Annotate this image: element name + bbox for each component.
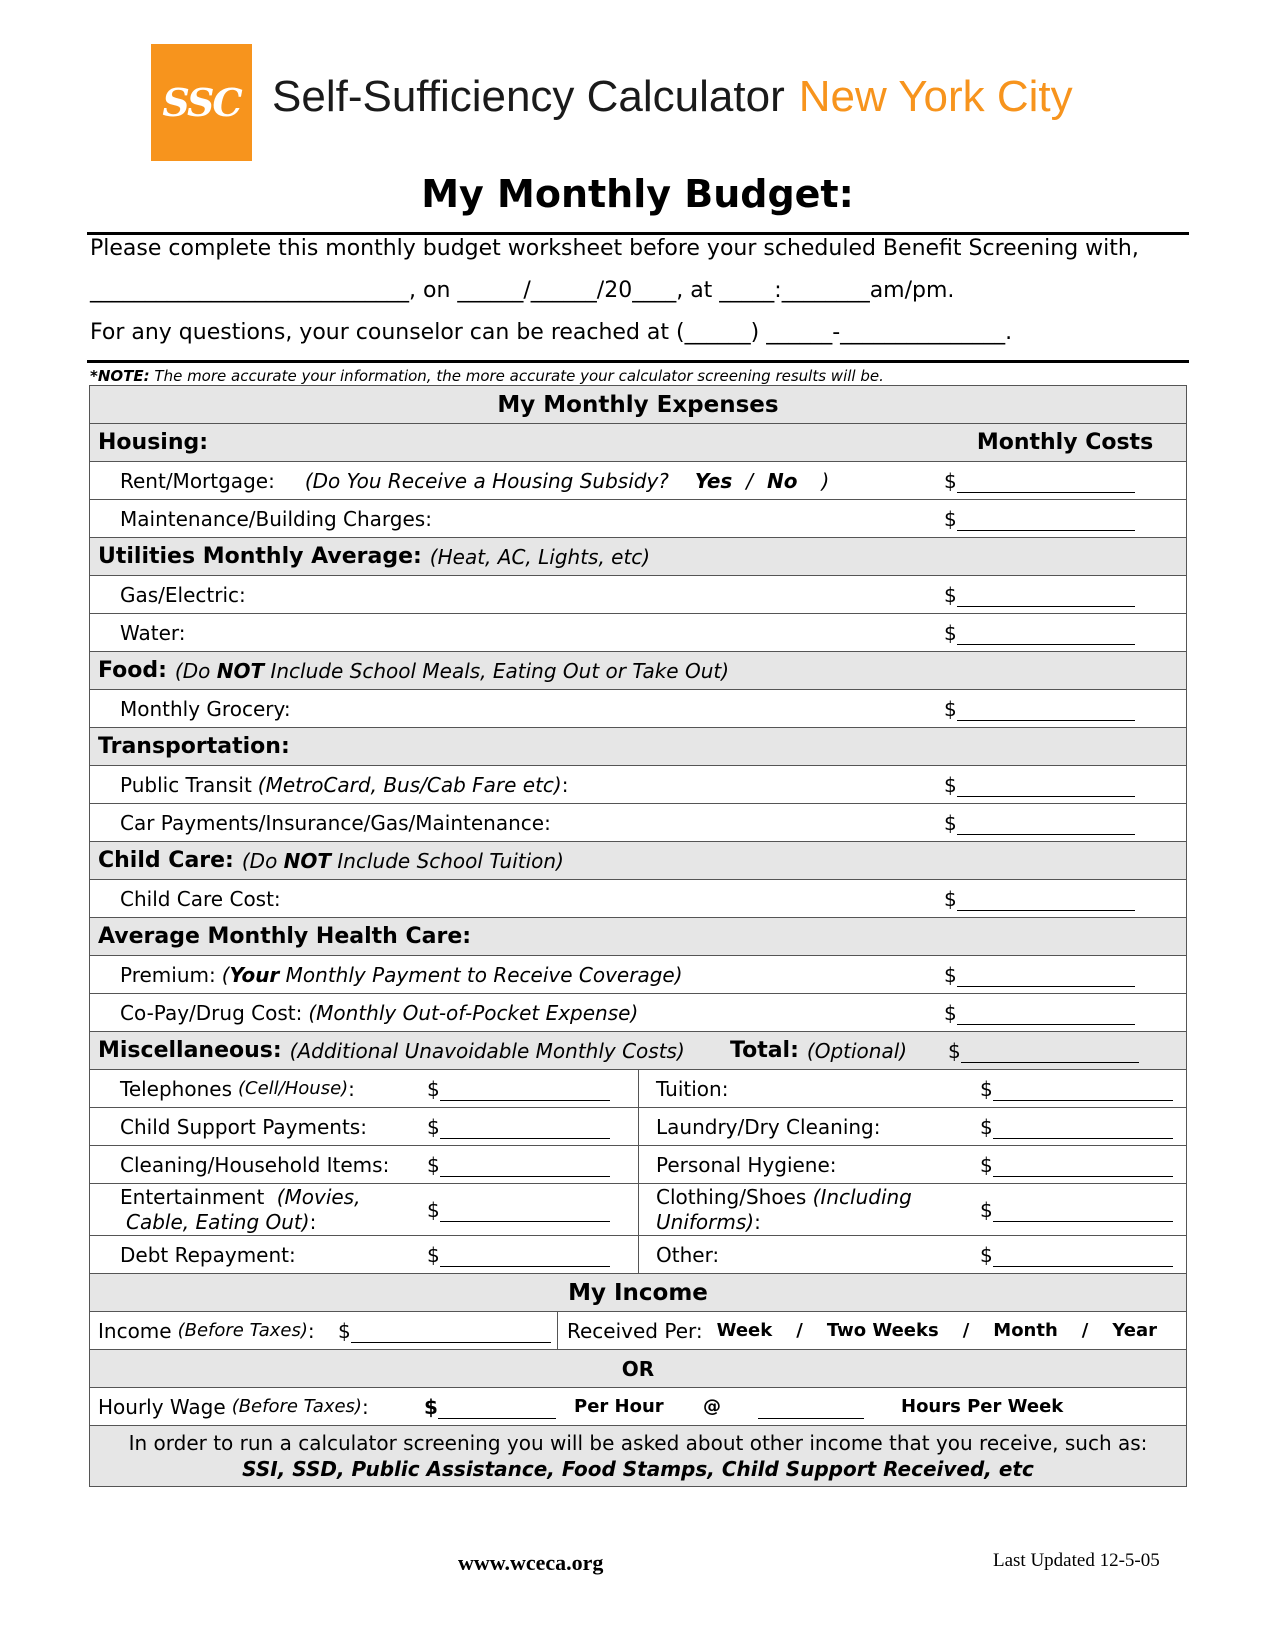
dollar-sign: $ bbox=[944, 772, 957, 797]
clothing-amount-field[interactable] bbox=[980, 1184, 1173, 1235]
other-income-note bbox=[90, 1426, 1186, 1486]
bottom-rule bbox=[87, 360, 1189, 363]
laundry-amount-field[interactable] bbox=[980, 1108, 1173, 1145]
dollar-sign: $ bbox=[427, 1076, 440, 1101]
health-section bbox=[90, 918, 1186, 956]
copay-label-group bbox=[120, 994, 638, 1031]
entertainment-amount-field[interactable] bbox=[427, 1184, 610, 1235]
childcare-label-group bbox=[98, 842, 564, 879]
transit-note: (MetroCard, Bus/Cab Fare etc) bbox=[257, 772, 562, 797]
budget-form bbox=[89, 385, 1187, 1487]
income-colon: : bbox=[307, 1318, 315, 1343]
food-label: Food: bbox=[98, 658, 167, 683]
maintenance-row bbox=[90, 500, 1186, 538]
childcare-cost-row bbox=[90, 880, 1186, 918]
other-label: Other: bbox=[656, 1242, 720, 1267]
debt-label: Debt Repayment: bbox=[120, 1242, 296, 1267]
maintenance-label: Maintenance/Building Charges: bbox=[120, 506, 432, 531]
column-divider bbox=[638, 1108, 639, 1145]
gas-row bbox=[90, 576, 1186, 614]
utilities-section bbox=[90, 538, 1186, 576]
transportation-section bbox=[90, 728, 1186, 766]
income-label-group bbox=[98, 1312, 315, 1349]
intro-line-2: _____________________________, on ______/______/20____, at _____:________am/pm. bbox=[90, 278, 955, 303]
clothing-note-2: Uniforms) bbox=[656, 1209, 755, 1234]
dollar-sign: $ bbox=[980, 1114, 993, 1139]
dollar-sign: $ bbox=[980, 1197, 993, 1222]
dollar-sign: $ bbox=[944, 582, 957, 607]
utilities-label: Utilities Monthly Average: bbox=[98, 544, 422, 569]
dollar-sign: $ bbox=[980, 1076, 993, 1101]
food-note-not: NOT bbox=[216, 658, 265, 683]
grocery-label: Monthly Grocery: bbox=[120, 696, 291, 721]
cleaning-amount-field[interactable] bbox=[427, 1146, 610, 1183]
misc-label-group bbox=[98, 1032, 685, 1069]
misc-total-label: Total: bbox=[730, 1038, 799, 1063]
misc-label: Miscellaneous: bbox=[98, 1038, 282, 1063]
income-amount-field[interactable] bbox=[338, 1312, 551, 1349]
dollar-sign: $ bbox=[427, 1114, 440, 1139]
misc-note: (Additional Unavoidable Monthly Costs) bbox=[289, 1038, 685, 1063]
hourly-row bbox=[90, 1388, 1186, 1426]
received-per-label: Received Per: bbox=[567, 1318, 703, 1343]
copay-amount-field[interactable] bbox=[944, 994, 1135, 1031]
grocery-amount-field[interactable] bbox=[944, 690, 1135, 727]
subsidy-close: ) bbox=[821, 468, 830, 493]
misc-total-group bbox=[730, 1032, 907, 1069]
misc-row-1 bbox=[90, 1070, 1186, 1108]
transit-amount-field[interactable] bbox=[944, 766, 1135, 803]
income-divider bbox=[557, 1312, 558, 1349]
premium-note-a: ( bbox=[221, 962, 230, 987]
website-link[interactable]: www.wceca.org bbox=[458, 1550, 604, 1575]
misc-total-field[interactable] bbox=[948, 1032, 1139, 1069]
dollar-sign: $ bbox=[948, 1038, 961, 1063]
premium-row bbox=[90, 956, 1186, 994]
per-hour-label: Per Hour bbox=[574, 1396, 664, 1417]
telephones-label-group bbox=[120, 1070, 355, 1107]
entertainment-note: (Movies, bbox=[276, 1184, 361, 1209]
other-income-line-1: In order to run a calculator screening you will be asked about other income that you receive, such as: bbox=[128, 1431, 1148, 1455]
top-rule bbox=[87, 232, 1189, 235]
copay-label: Co-Pay/Drug Cost: bbox=[120, 1000, 303, 1025]
expenses-header bbox=[90, 386, 1186, 424]
expenses-title: My Monthly Expenses bbox=[497, 391, 779, 418]
or-row bbox=[90, 1350, 1186, 1388]
child-support-label: Child Support Payments: bbox=[120, 1114, 367, 1139]
clothing-label: Clothing/Shoes bbox=[656, 1184, 807, 1209]
entertainment-label: Entertainment bbox=[120, 1184, 265, 1209]
dollar-sign: $ bbox=[427, 1197, 440, 1222]
car-row bbox=[90, 804, 1186, 842]
premium-note-b: Monthly Payment to Receive Coverage) bbox=[279, 962, 683, 987]
rent-label-group bbox=[120, 462, 829, 499]
period-year[interactable]: Year bbox=[1112, 1320, 1157, 1341]
clothing-colon: : bbox=[754, 1209, 761, 1234]
food-note-b: Include School Meals, Eating Out or Take Out) bbox=[264, 658, 730, 683]
subsidy-question: (Do You Receive a Housing Subsidy? bbox=[304, 468, 669, 493]
accuracy-note bbox=[90, 367, 884, 385]
note-text: The more accurate your information, the more accurate your calculator screening results will be. bbox=[149, 367, 884, 385]
premium-label: Premium: bbox=[120, 962, 216, 987]
at-symbol: @ bbox=[703, 1396, 721, 1417]
gas-amount-field[interactable] bbox=[944, 576, 1135, 613]
transit-colon: : bbox=[561, 772, 569, 797]
food-note-a: (Do bbox=[174, 658, 217, 683]
childcare-label: Child Care: bbox=[98, 848, 234, 873]
column-divider bbox=[638, 1146, 639, 1183]
car-label: Car Payments/Insurance/Gas/Maintenance: bbox=[120, 810, 551, 835]
dollar-sign: $ bbox=[944, 886, 957, 911]
ssc-logo: SSC bbox=[162, 80, 241, 125]
dollar-sign: $ bbox=[944, 506, 957, 531]
water-label: Water: bbox=[120, 620, 186, 645]
dollar-sign: $ bbox=[944, 468, 957, 493]
misc-row-2 bbox=[90, 1108, 1186, 1146]
transportation-label: Transportation: bbox=[98, 734, 290, 759]
dollar-sign: $ bbox=[944, 1000, 957, 1025]
intro-line-3: For any questions, your counselor can be reached at (______) ______-_______________. bbox=[90, 320, 1013, 345]
income-label: Income bbox=[98, 1318, 172, 1343]
dollar-sign: $ bbox=[944, 696, 957, 721]
cleaning-label: Cleaning/Household Items: bbox=[120, 1152, 390, 1177]
tuition-amount-field[interactable] bbox=[980, 1070, 1173, 1107]
debt-amount-field[interactable] bbox=[427, 1236, 610, 1273]
or-label: OR bbox=[621, 1356, 655, 1381]
period-slash: / bbox=[1081, 1320, 1089, 1341]
subsidy-yes[interactable]: Yes bbox=[694, 468, 733, 493]
telephones-label: Telephones bbox=[120, 1076, 232, 1101]
telephones-amount-field[interactable] bbox=[427, 1070, 610, 1107]
period-week[interactable]: Week bbox=[716, 1320, 773, 1341]
last-updated: Last Updated 12-5-05 bbox=[993, 1550, 1160, 1571]
misc-row-5 bbox=[90, 1236, 1186, 1274]
premium-amount-field[interactable] bbox=[944, 956, 1135, 993]
income-note: (Before Taxes) bbox=[177, 1320, 308, 1341]
utilities-note: (Heat, AC, Lights, etc) bbox=[429, 544, 651, 569]
column-divider bbox=[638, 1236, 639, 1273]
dollar-sign: $ bbox=[427, 1242, 440, 1267]
housing-label: Housing: bbox=[98, 430, 209, 455]
housing-section bbox=[90, 424, 1186, 462]
period-slash: / bbox=[962, 1320, 970, 1341]
misc-total-optional: (Optional) bbox=[806, 1038, 908, 1063]
childcare-note-not: NOT bbox=[283, 848, 332, 873]
misc-row-4 bbox=[90, 1184, 1186, 1236]
hygiene-label: Personal Hygiene: bbox=[656, 1152, 837, 1177]
food-label-group bbox=[98, 652, 729, 689]
misc-section bbox=[90, 1032, 1186, 1070]
childcare-note-a: (Do bbox=[241, 848, 284, 873]
hours-field[interactable] bbox=[758, 1388, 864, 1425]
tuition-label: Tuition: bbox=[656, 1076, 729, 1101]
clothing-note: (Including bbox=[812, 1184, 912, 1209]
income-title: My Income bbox=[568, 1279, 708, 1306]
income-row bbox=[90, 1312, 1186, 1350]
misc-row-3 bbox=[90, 1146, 1186, 1184]
period-month[interactable]: Month bbox=[993, 1320, 1058, 1341]
dollar-sign: $ bbox=[424, 1394, 438, 1419]
note-label: *NOTE: bbox=[90, 367, 150, 385]
column-divider bbox=[638, 1184, 639, 1235]
utilities-label-group bbox=[98, 538, 650, 575]
food-section bbox=[90, 652, 1186, 690]
laundry-label: Laundry/Dry Cleaning: bbox=[656, 1114, 881, 1139]
gas-label: Gas/Electric: bbox=[120, 582, 246, 607]
child-support-amount-field[interactable] bbox=[427, 1108, 610, 1145]
childcare-cost-label: Child Care Cost: bbox=[120, 886, 281, 911]
brand-name: Self-Sufficiency Calculator bbox=[272, 72, 785, 121]
hourly-colon: : bbox=[361, 1394, 369, 1419]
rent-row bbox=[90, 462, 1186, 500]
dollar-sign: $ bbox=[944, 620, 957, 645]
premium-label-group bbox=[120, 956, 683, 993]
transit-label: Public Transit bbox=[120, 772, 252, 797]
hours-per-week-label: Hours Per Week bbox=[901, 1396, 1064, 1417]
clothing-label-group bbox=[656, 1184, 912, 1235]
brand-title bbox=[272, 72, 1073, 132]
dollar-sign: $ bbox=[944, 810, 957, 835]
hourly-note: (Before Taxes) bbox=[231, 1396, 362, 1417]
period-slash: / bbox=[796, 1320, 803, 1341]
other-income-line-2: SSI, SSD, Public Assistance, Food Stamps, Child Support Received, etc bbox=[242, 1457, 1034, 1481]
copay-row bbox=[90, 994, 1186, 1032]
rent-label: Rent/Mortgage: bbox=[120, 468, 275, 493]
transit-label-group bbox=[120, 766, 568, 803]
childcare-amount-field[interactable] bbox=[944, 880, 1135, 917]
hourly-label: Hourly Wage bbox=[98, 1394, 226, 1419]
other-amount-field[interactable] bbox=[980, 1236, 1173, 1273]
entertainment-note-2: Cable, Eating Out) bbox=[126, 1209, 310, 1234]
rent-amount-field[interactable] bbox=[944, 462, 1135, 499]
brand-city: New York City bbox=[798, 72, 1073, 121]
subsidy-no[interactable]: No bbox=[767, 468, 798, 493]
monthly-costs-header: Monthly Costs bbox=[976, 430, 1154, 455]
maintenance-amount-field[interactable] bbox=[944, 500, 1135, 537]
water-row bbox=[90, 614, 1186, 652]
subsidy-slash: / bbox=[746, 468, 754, 493]
water-amount-field[interactable] bbox=[944, 614, 1135, 651]
period-two-weeks[interactable]: Two Weeks bbox=[826, 1320, 939, 1341]
hourly-amount-field[interactable] bbox=[424, 1388, 556, 1425]
received-per-group bbox=[567, 1312, 1157, 1349]
health-label: Average Monthly Health Care: bbox=[98, 924, 472, 949]
hourly-label-group bbox=[98, 1388, 369, 1425]
car-amount-field[interactable] bbox=[944, 804, 1135, 841]
transit-row bbox=[90, 766, 1186, 804]
entertainment-label-group bbox=[120, 1184, 360, 1235]
column-divider bbox=[638, 1070, 639, 1107]
intro-line-1: Please complete this monthly budget worksheet before your scheduled Benefit Screening with, bbox=[90, 236, 1139, 261]
dollar-sign: $ bbox=[338, 1318, 351, 1343]
dollar-sign: $ bbox=[427, 1152, 440, 1177]
telephones-note: (Cell/House) bbox=[238, 1078, 349, 1099]
income-header bbox=[90, 1274, 1186, 1312]
dollar-sign: $ bbox=[980, 1152, 993, 1177]
childcare-note-b: Include School Tuition) bbox=[331, 848, 564, 873]
childcare-section bbox=[90, 842, 1186, 880]
grocery-row bbox=[90, 690, 1186, 728]
page-title: My Monthly Budget: bbox=[421, 172, 854, 216]
dollar-sign: $ bbox=[944, 962, 957, 987]
premium-your: Your bbox=[229, 962, 280, 987]
copay-note: (Monthly Out-of-Pocket Expense) bbox=[308, 1000, 639, 1025]
hygiene-amount-field[interactable] bbox=[980, 1146, 1173, 1183]
telephones-colon: : bbox=[348, 1076, 355, 1101]
entertainment-colon: : bbox=[309, 1209, 317, 1234]
dollar-sign: $ bbox=[980, 1242, 993, 1267]
